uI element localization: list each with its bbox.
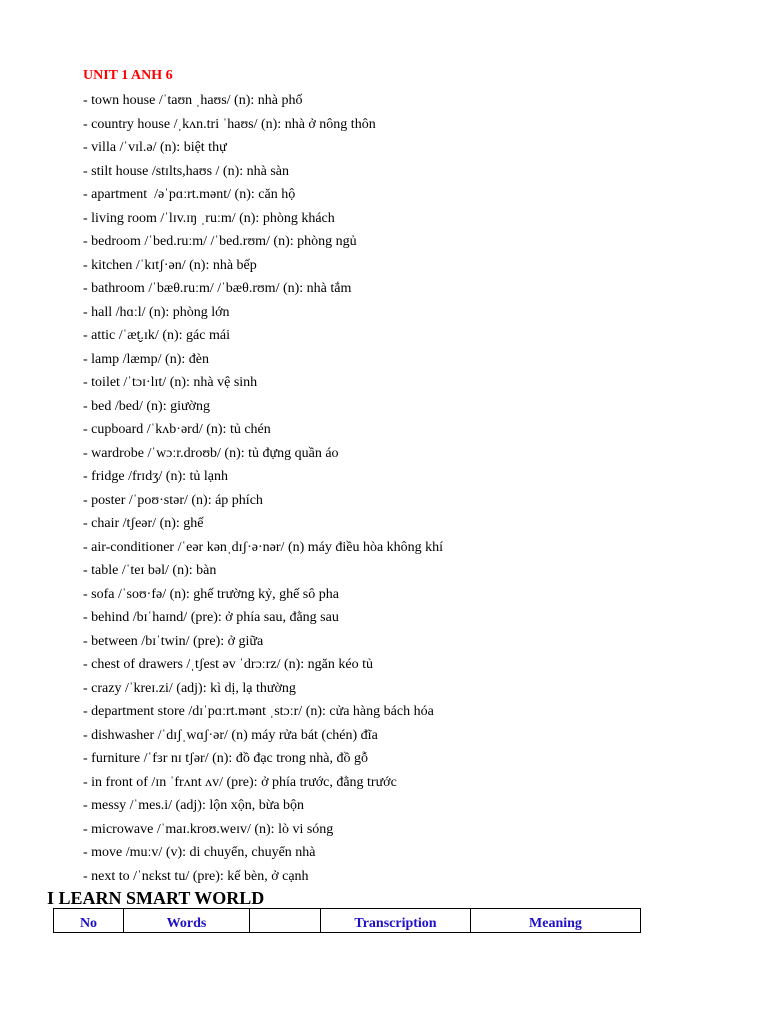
vocab-item: - apartment /əˈpɑːrt.mənt/ (n): căn hộ xyxy=(83,187,296,202)
section-heading: I LEARN SMART WORLD xyxy=(47,888,265,908)
vocab-item: - behind /bɪˈhaɪnd/ (pre): ở phía sau, đằng sau xyxy=(83,610,339,625)
vocab-item: - in front of /ɪn ˈfrʌnt ʌv/ (pre): ở phía trước, đằng trước xyxy=(83,774,397,790)
table-header-row xyxy=(54,909,641,933)
vocab-item: - poster /ˈpoʊ·stər/ (n): áp phích xyxy=(83,492,263,508)
vocab-item: - cupboard /ˈkʌb·ərd/ (n): tủ chén xyxy=(83,422,271,437)
vocabulary-list xyxy=(83,89,443,888)
header-empty xyxy=(250,909,321,933)
header-transcription: Transcription xyxy=(321,909,471,933)
vocab-item: - hall /hɑːl/ (n): phòng lớn xyxy=(83,304,230,320)
vocab-item: - next to /ˈnɛkst tu/ (pre): kế bèn, ở cạnh xyxy=(83,868,309,884)
vocab-item: - attic /ˈæt̬.ɪk/ (n): gác mái xyxy=(83,328,230,343)
vocab-item: - sofa /ˈsoʊ·fə/ (n): ghế trường kỷ, ghế sô pha xyxy=(83,586,339,602)
vocab-item: - microwave /ˈmaɪ.kroʊ.weɪv/ (n): lò vi sóng xyxy=(83,821,334,837)
vocab-item: - chair /tʃeər/ (n): ghế xyxy=(83,516,204,531)
header-words: Words xyxy=(124,909,250,933)
vocab-item: - kitchen /ˈkɪtʃ·ən/ (n): nhà bếp xyxy=(83,257,257,273)
vocab-item: - fridge /frɪdʒ/ (n): tủ lạnh xyxy=(83,469,229,484)
vocab-item: - bathroom /ˈbæθ.ruːm/ /ˈbæθ.rʊm/ (n): nhà tắm xyxy=(83,281,352,296)
vocab-item: - bedroom /ˈbed.ruːm/ /ˈbed.rʊm/ (n): phòng ngủ xyxy=(83,234,357,249)
vocab-item: - wardrobe /ˈwɔːr.droʊb/ (n): tủ đựng quần áo xyxy=(83,445,339,461)
unit-title: UNIT 1 ANH 6 xyxy=(83,68,173,83)
vocab-item: - department store /dɪˈpɑːrt.mənt ˌstɔːr/ (n): cửa hàng bách hóa xyxy=(83,704,434,719)
vocab-item: - villa /ˈvɪl.ə/ (n): biệt thự xyxy=(83,140,227,155)
vocab-item: - toilet /ˈtɔɪ·lɪt/ (n): nhà vệ sinh xyxy=(83,375,258,390)
vocab-item: - lamp /læmp/ (n): đèn xyxy=(83,351,209,367)
vocab-item: - bed /bed/ (n): giường xyxy=(83,398,210,414)
vocab-item: - dishwasher /ˈdɪʃˌwɑʃ·ər/ (n) máy rửa bát (chén) đĩa xyxy=(83,727,378,743)
header-no: No xyxy=(54,909,124,933)
vocab-item: - country house /ˌkʌn.tri ˈhaʊs/ (n): nhà ở nông thôn xyxy=(83,116,376,132)
vocab-item: - town house /ˈtaʊn ˌhaʊs/ (n): nhà phố xyxy=(83,93,303,108)
vocab-item: - messy /ˈmes.i/ (adj): lộn xộn, bừa bộn xyxy=(83,798,305,813)
vocab-item: - table /ˈteɪ bəl/ (n): bàn xyxy=(83,563,217,578)
vocab-item: - living room /ˈlɪv.ɪŋ ˌruːm/ (n): phòng khách xyxy=(83,210,335,226)
vocab-item: - stilt house /stɪlts,haʊs / (n): nhà sàn xyxy=(83,163,290,179)
vocab-item: - chest of drawers /ˌtʃest əv ˈdrɔːrz/ (n): ngăn kéo tủ xyxy=(83,657,373,672)
vocab-item: - between /bɪˈtwin/ (pre): ở giữa xyxy=(83,633,264,649)
vocab-item: - air-conditioner /ˈeər kənˌdɪʃ·ə·nər/ (n) máy điều hòa không khí xyxy=(83,539,444,555)
vocabulary-table xyxy=(53,908,641,933)
header-meaning: Meaning xyxy=(471,909,641,933)
vocab-item: - crazy /ˈkreɪ.zi/ (adj): kì dị, lạ thường xyxy=(83,680,296,696)
vocab-item: - furniture /ˈfɜr nɪ tʃər/ (n): đồ đạc trong nhà, đồ gỗ xyxy=(83,751,369,766)
vocab-item: - move /muːv/ (v): di chuyển, chuyển nhà xyxy=(83,845,316,860)
